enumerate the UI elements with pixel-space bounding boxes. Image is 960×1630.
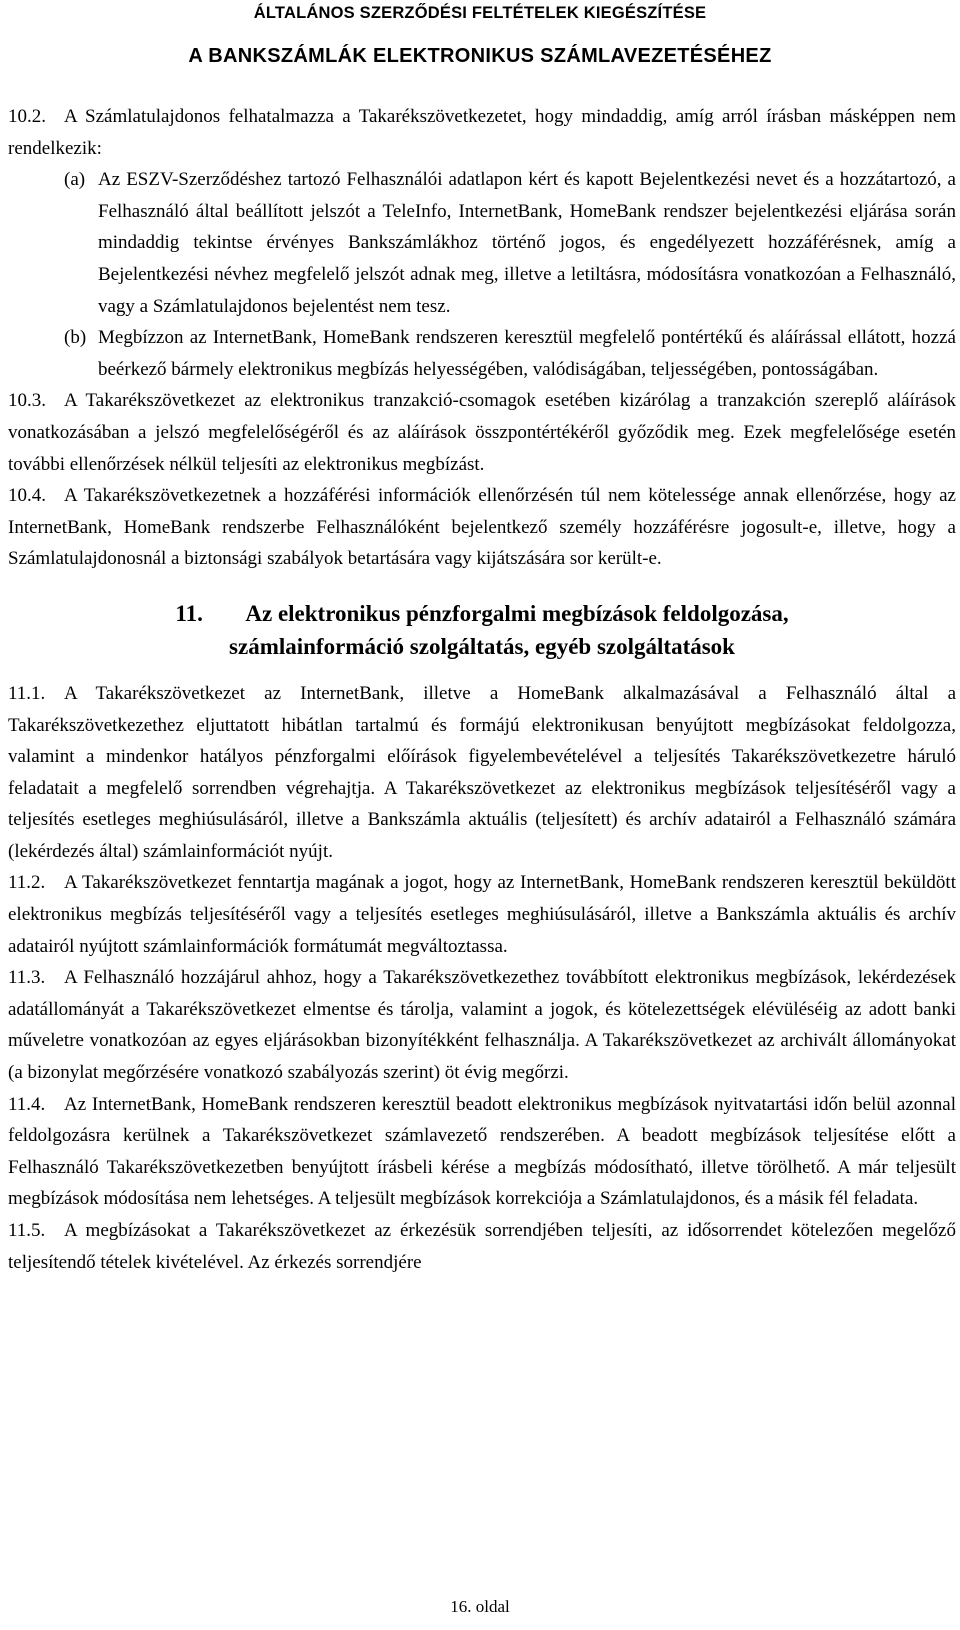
paragraph-number: 11.5. [8, 1220, 46, 1241]
header-title-line1: ÁLTALÁNOS SZERZŐDÉSI FELTÉTELEK KIEGÉSZÍTÉSE [253, 4, 707, 22]
paragraph-text: A Takarékszövetkezet fenntartja magának a jogot, hogy az InternetBank, HomeBank rendszeren keresztül beküldött elektronikus megbízás teljesítéséről vagy a teljesítés esetleges meghiúsulásáról, illetve a Bankszámla aktuális és archív adatairól nyújtott számlainformációk formátumát megváltoztassa. [8, 872, 956, 957]
subitem-text: Az ESZV-Szerződéshez tartozó Felhasználói adatlapon kért és kapott Bejelentkezési nevet és a hozzátartozó, a Felhasználó által beállított jelszót a TeleInfo, InternetBank, HomeBank rendszer bejelentkezési eljárása során mindaddig tekintse érvényes Bankszámlákhoz történő jogos, és engedélyezett hozzáférésnek, amíg a Bejelentkezési névhez megfelelő jelszót adnak meg, illetve a letiltásra, módosításra vonatkozóan a Felhasználó, vagy a Számlatulajdonos bejelentést nem tesz. [98, 169, 956, 317]
subitem-label: (b) [64, 327, 87, 349]
paragraph-number: 11.4. [8, 1093, 46, 1115]
paragraph-text: A Számlatulajdonos felhatalmazza a Takarékszövetkezetet, hogy mindaddig, amíg arról írásban másképpen nem rendelkezik: [8, 106, 956, 159]
paragraph-number: 10.4. [8, 485, 46, 507]
paragraph-number: 11.2. [8, 872, 46, 894]
page-number: 16. oldal [450, 1597, 510, 1616]
section-title-line1: Az elektronikus pénzforgalmi megbízások feldolgozása, [245, 600, 789, 626]
section-number: 11. [175, 600, 203, 626]
paragraph-11-5 [8, 1215, 956, 1278]
paragraph-text: A Takarékszövetkezet az elektronikus tranzakció-csomagok esetében kizárólag a tranzakción szereplő aláírások vonatkozásában a jelszó megfelelőségéről és az aláírások összpontértékéről győződik meg. Ezek megfelelősége esetén további ellenőrzések nélkül teljesíti az elektronikus megbízást. [8, 390, 956, 475]
paragraph-number: 10.3. [8, 390, 46, 412]
paragraph-number: 11.1. [8, 682, 46, 704]
paragraph-11-2 [8, 867, 956, 962]
paragraph-10-2 [8, 101, 956, 164]
paragraph-10-4 [8, 480, 956, 575]
header-title-line2: A BANKSZÁMLÁK ELEKTRONIKUS SZÁMLAVEZETÉSÉHEZ [188, 45, 772, 67]
subitem-a [8, 164, 956, 322]
subitem-b [8, 322, 956, 385]
paragraph-11-4 [8, 1089, 956, 1215]
document-body [8, 101, 956, 1278]
section-title-line2: számlainformáció szolgáltatás, egyéb szolgáltatások [229, 633, 735, 659]
paragraph-11-1 [8, 678, 956, 868]
paragraph-text: Az InternetBank, HomeBank rendszeren keresztül beadott elektronikus megbízások nyitvatartási időn belül azonnal feldolgozásra kerülnek a Takarékszövetkezet számlavezető rendszerében. A beadott megbízások teljesítése előtt a Felhasználó Takarékszövetkezetben benyújtott írásbeli kérése a megbízás módosítható, illetve törölhető. A már teljesült megbízások módosítása nem lehetséges. A teljesült megbízások korrekciója a Számlatulajdonos, és a másik fél feladata. [8, 1093, 956, 1210]
paragraph-text: A Takarékszövetkezetnek a hozzáférési információk ellenőrzésén túl nem kötelessége annak ellenőrzése, hogy az InternetBank, HomeBank rendszerbe Felhasználóként bejelentkező személy hozzáférésre jogosult-e, illetve, hogy a Számlatulajdonosnál a biztonsági szabályok betartására vagy kijátszására sor került-e. [8, 485, 956, 570]
paragraph-11-3 [8, 962, 956, 1088]
paragraph-number: 11.3. [8, 967, 46, 989]
paragraph-text: A megbízásokat a Takarékszövetkezet az érkezésük sorrendjében teljesíti, az idősorrendet kötelezően megelőző teljesítendő tételek kivételével. Az érkezés sorrendjére [8, 1220, 956, 1273]
paragraph-number: 10.2. [8, 106, 46, 127]
paragraph-10-3 [8, 385, 956, 480]
paragraph-text: A Takarékszövetkezet az InternetBank, illetve a HomeBank alkalmazásával a Felhasználó által a Takarékszövetkezethez eljuttatott hibátlan tartalmú és formájú elektronikusan benyújtott megbízásokat feldolgozza, valamint a mindenkor hatályos pénzforgalmi előírások figyelembevételével a teljesítés Takarékszövetkezetre háruló feladatait a megfelelő sorrendben végrehajtja. A Takarékszövetkezet az elektronikus megbízások teljesítéséről vagy a teljesítés esetleges meghiúsulásáról, illetve a Bankszámla aktuális (teljesített) és archív adatairól a Felhasználó számára (lekérdezés által) számlainformációt nyújt. [8, 682, 956, 862]
subitem-text: Megbízzon az InternetBank, HomeBank rendszeren keresztül megfelelő pontértékű és aláírással ellátott, hozzá beérkező bármely elektronikus megbízás helyességében, valódiságában, teljességében, pontosságában. [98, 327, 956, 380]
section-11-heading [8, 597, 956, 663]
subitem-label: (a) [64, 169, 86, 191]
paragraph-text: A Felhasználó hozzájárul ahhoz, hogy a Takarékszövetkezethez továbbított elektronikus megbízások, lekérdezések adatállományát a Takarékszövetkezet elmentse és tárolja, valamint a jogok, és kötelezettségek elévüléséig az adott banki műveletre vonatkozóan az egyes eljárásokban bizonyítékként felhasználja. A Takarékszövetkezet az archivált állományokat (a bizonylat megőrzésére vonatkozó szabályozás szerint) öt évig megőrzi. [8, 967, 956, 1084]
